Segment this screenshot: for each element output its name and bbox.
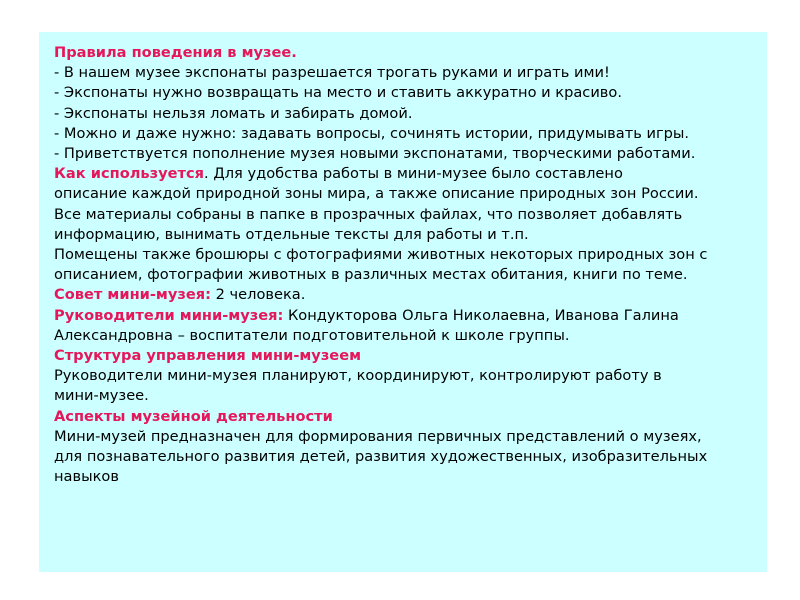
aspects-line: навыков [54,468,119,486]
aspects-heading: Аспекты музейной деятельности [54,407,333,425]
usage-line: информацию, вынимать отдельные тексты для работы и т.п. [54,225,529,243]
rules-title [54,43,764,63]
usage-line [54,164,764,184]
rule-line: - Экспонаты нужно возвращать на место и ставить аккуратно и красиво. [54,84,622,102]
council-heading: Совет мини-музея: [54,286,211,304]
usage-line: описание каждой природной зоны мира, а также описание природных зон России. [54,185,699,203]
aspects-heading-line [54,407,764,427]
council-text: 2 человека. [210,286,306,304]
usage-line: описанием, фотографии животных в различных местах обитания, книги по теме. [54,266,688,284]
leaders-line: Александровна – воспитатели подготовительной к школе группы. [54,326,570,344]
rule-line: - Экспонаты нельзя ломать и забирать домой. [54,104,413,122]
structure-line: Руководители мини-музея планируют, координируют, контролируют работу в [54,367,662,385]
usage-heading: Как используется [54,165,205,183]
usage-text: Для удобства работы в мини-музее было составлено [208,165,623,183]
structure-line: мини-музее. [54,387,149,405]
rule-line: - Приветствуется пополнение музея новыми экспонатами, творческими работами. [54,145,696,163]
leaders-heading: Руководители мини-музея: [54,306,284,324]
rule-line: - Можно и даже нужно: задавать вопросы, сочинять истории, придумывать игры. [54,124,690,142]
rules-title-text: Правила поведения в музее. [54,44,297,61]
usage-line: Все материалы собраны в папке в прозрачных файлах, что позволяет добавлять [54,205,683,223]
usage-heading-punct: . [204,165,209,183]
council-line [54,285,764,305]
aspects-line: для познавательного развития детей, развития художественных, изобразительных [54,448,708,466]
slide-text [54,43,764,487]
structure-heading-line [54,346,764,366]
aspects-line: Мини-музей предназначен для формирования первичных представлений о музеях, [54,427,702,445]
leaders-line [54,306,764,326]
structure-heading: Структура управления мини-музеем [54,347,362,365]
usage-line: Помещены также брошюры с фотографиями животных некоторых природных зон с [54,246,708,264]
rule-line: - В нашем музее экспонаты разрешается трогать руками и играть ими! [54,64,610,82]
leaders-text: Кондукторова Ольга Николаевна, Иванова Галина [283,306,679,324]
